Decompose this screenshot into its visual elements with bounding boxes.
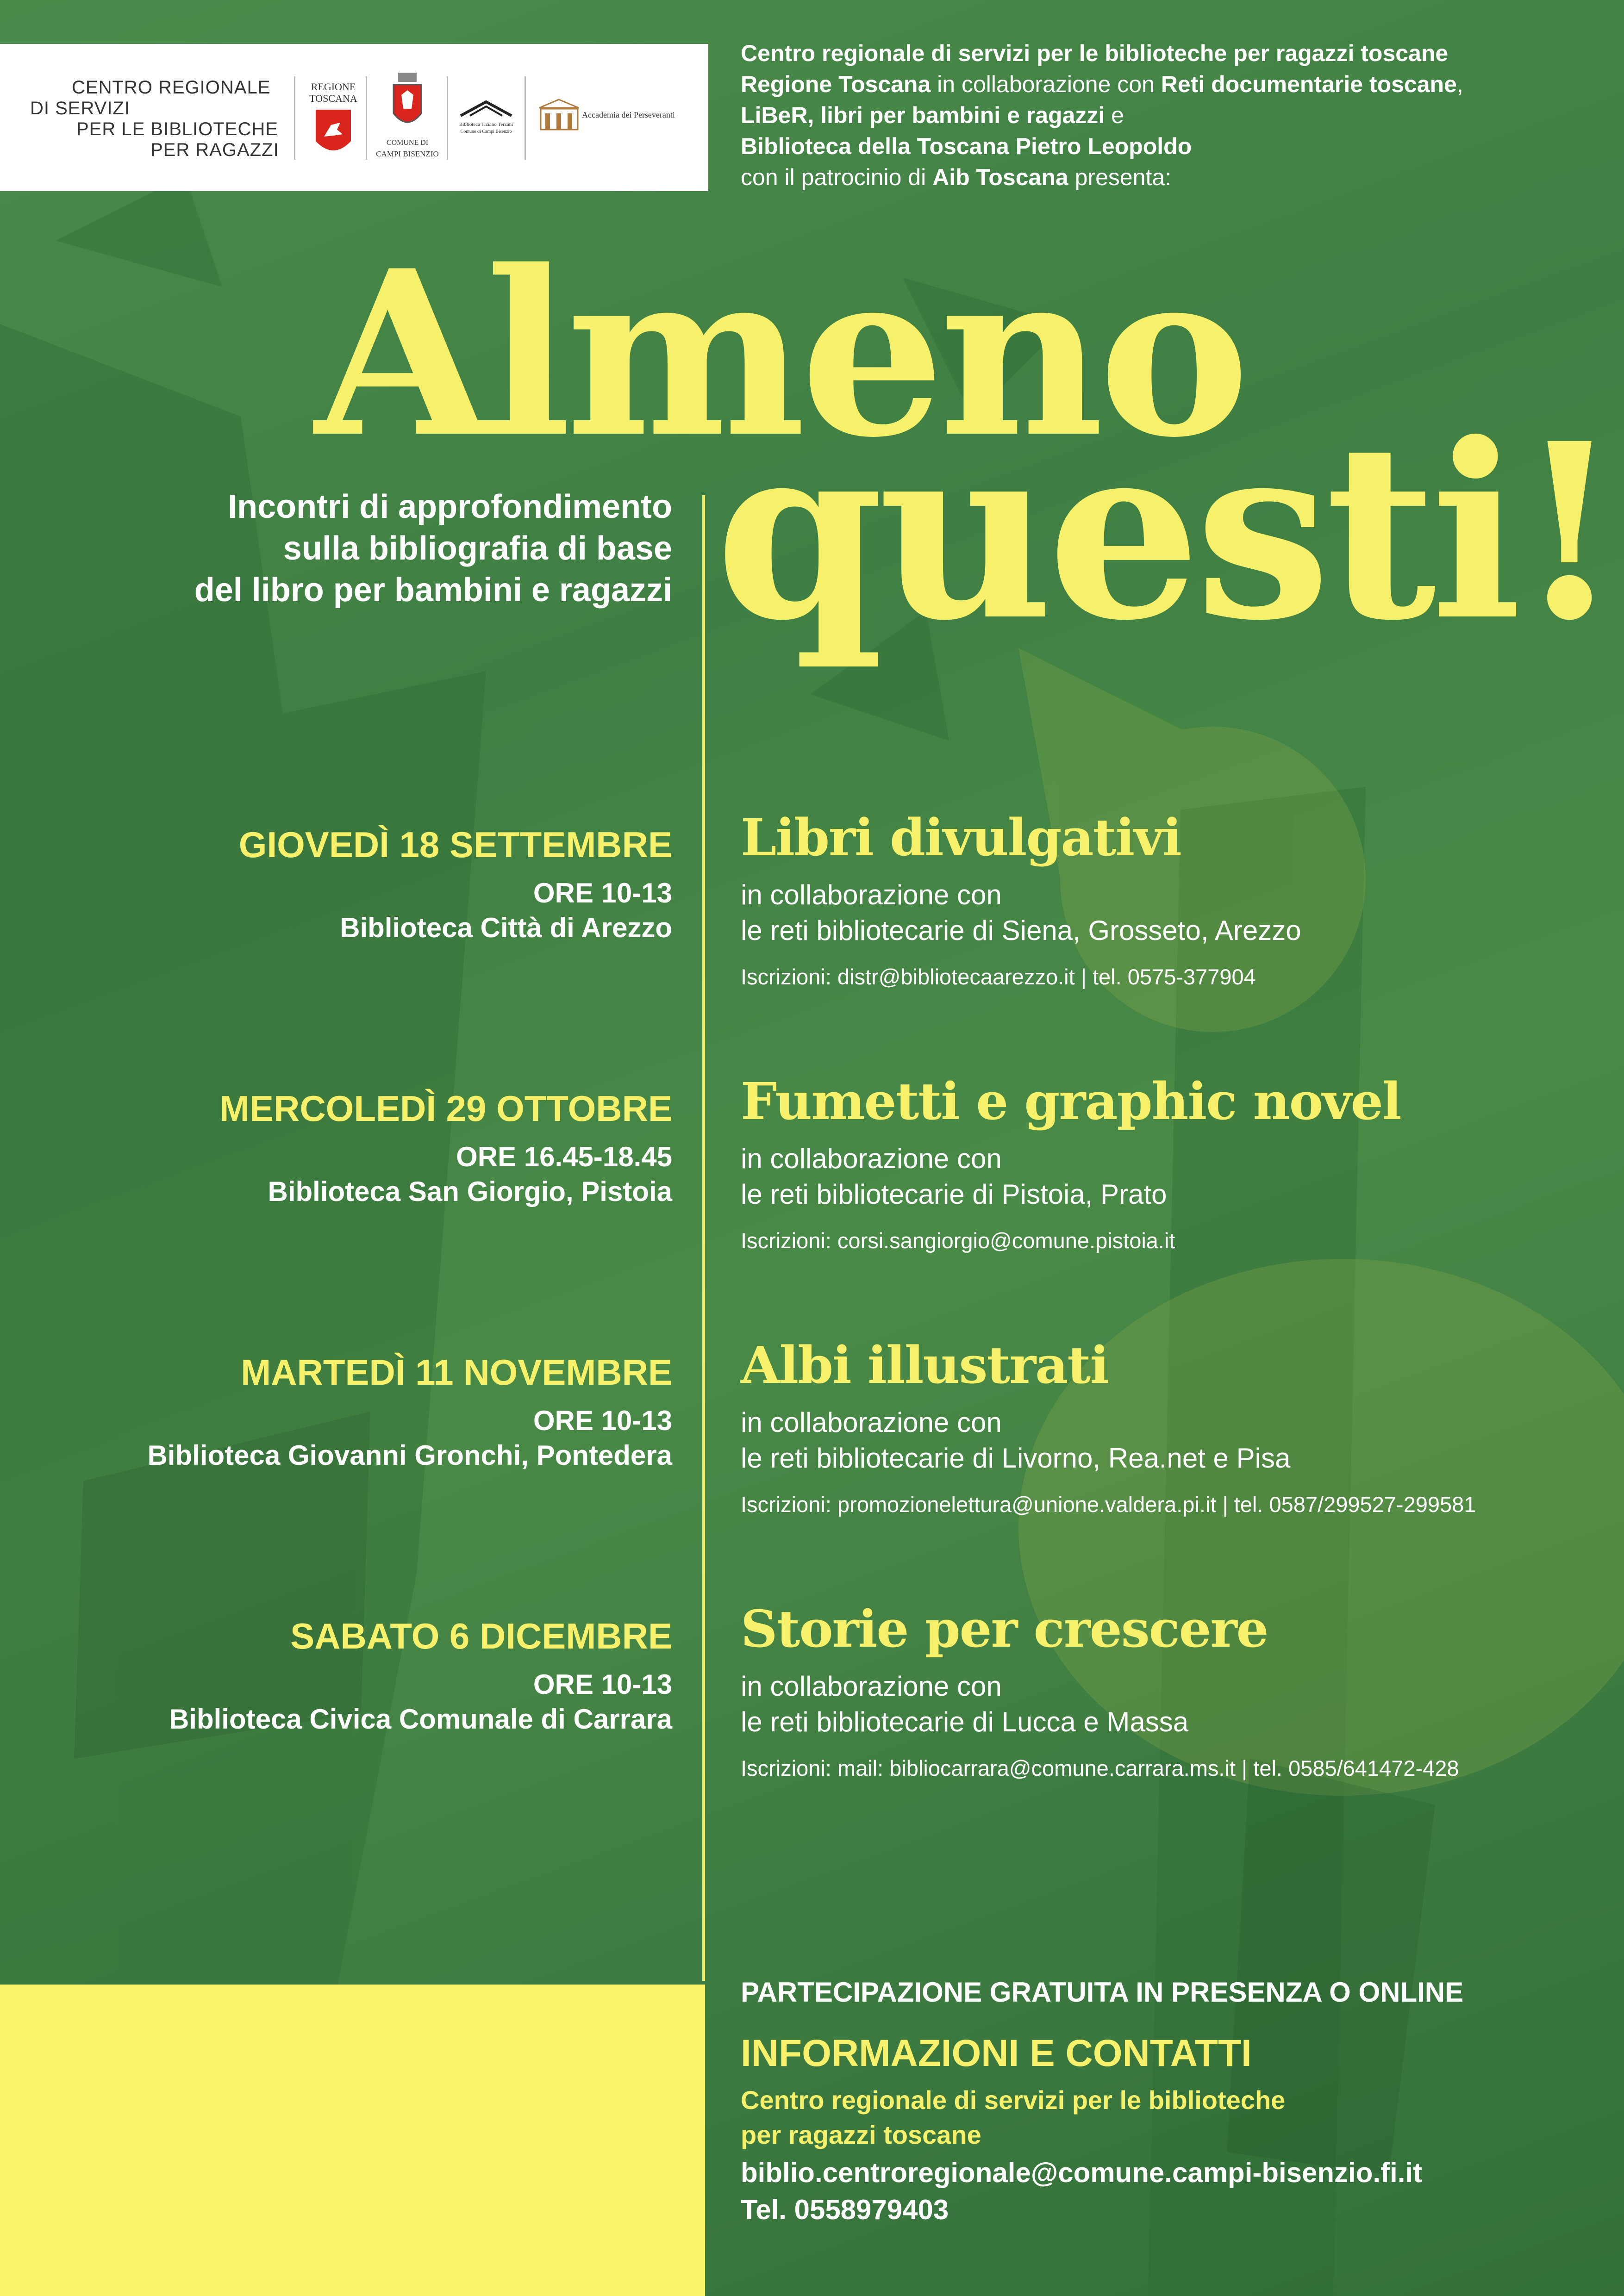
header-line: [741, 131, 1611, 162]
header-bold: Biblioteca della Toscana Pietro Leopoldo: [741, 133, 1192, 159]
event-time: ORE 10-13: [533, 877, 672, 908]
event-time: ORE 10-13: [533, 1669, 672, 1700]
event-time: ORE 10-13: [533, 1405, 672, 1436]
logo-separator: [525, 76, 526, 160]
event-date: MERCOLEDÌ 29 OTTOBRE: [219, 1088, 672, 1129]
logo-separator: [294, 76, 295, 160]
comune-campi-bisenzio-logo: [373, 44, 442, 191]
event-collab-line: le reti bibliotecarie di Livorno, Rea.net e Pisa: [741, 1443, 1291, 1474]
crsbr-logo-line: CENTRO REGIONALE: [72, 77, 271, 98]
header-bold: Centro regionale di servizi per le biblioteche per ragazzi toscane: [741, 40, 1449, 66]
event-collab-line: in collaborazione con: [741, 1671, 1002, 1702]
header-plain: e: [1105, 102, 1124, 128]
logo-strip: [0, 44, 708, 191]
info-heading: INFORMAZIONI E CONTATTI: [741, 2032, 1252, 2074]
event-date: GIOVEDÌ 18 SETTEMBRE: [238, 824, 672, 865]
crsbr-logo: [28, 44, 287, 191]
header-plain: con il patrocinio di: [741, 164, 933, 190]
contact-email[interactable]: biblio.centroregionale@comune.campi-bisenzio.fi.it: [741, 2157, 1423, 2188]
event-registration: Iscrizioni: promozionelettura@unione.valdera.pi.it | tel. 0587/299527-299581: [741, 1492, 1476, 1517]
subtitle-line: sulla bibliografia di base: [283, 530, 672, 567]
info-organization-line: per ragazzi toscane: [741, 2120, 981, 2149]
library-roof-icon: [458, 100, 514, 118]
contact-phone[interactable]: Tel. 0558979403: [741, 2194, 949, 2225]
event-collab-line: le reti bibliotecarie di Siena, Grosseto, Arezzo: [741, 915, 1301, 946]
header-plain: in collaborazione con: [931, 71, 1161, 97]
regione-toscana-label: TOSCANA: [309, 93, 357, 104]
event-collab-line: in collaborazione con: [741, 1407, 1002, 1438]
accademia-perseveranti-logo: [530, 44, 706, 191]
header-line: [741, 38, 1611, 69]
comune-label: COMUNE DI: [386, 139, 429, 147]
header-plain: ,: [1456, 71, 1463, 97]
event-place: Biblioteca Città di Arezzo: [340, 912, 672, 943]
info-organization-line: Centro regionale di servizi per le biblioteche: [741, 2085, 1286, 2115]
event-collab-line: le reti bibliotecarie di Pistoia, Prato: [741, 1179, 1167, 1210]
event-place: Biblioteca San Giorgio, Pistoia: [268, 1176, 672, 1207]
pegasus-shield-icon: [315, 109, 352, 160]
participation-note: PARTECIPAZIONE GRATUITA IN PRESENZA O ONLINE: [741, 1977, 1464, 2008]
biblioteca-label: Comune di Campi Bisenzio: [460, 129, 512, 134]
event-collab-line: le reti bibliotecarie di Lucca e Massa: [741, 1706, 1189, 1737]
header-intro: [741, 38, 1611, 193]
event-registration: Iscrizioni: distr@bibliotecaarezzo.it | tel. 0575-377904: [741, 964, 1256, 989]
header-line: [741, 100, 1611, 131]
event-place: Biblioteca Civica Comunale di Carrara: [169, 1704, 672, 1735]
subtitle-line: del libro per bambini e ragazzi: [194, 572, 672, 609]
header-bold: Aib Toscana: [932, 164, 1068, 190]
logo-separator: [366, 76, 367, 160]
header-line: [741, 69, 1611, 100]
event-title: Storie per crescere: [741, 1599, 1268, 1659]
crsbr-logo-line: DI SERVIZI: [30, 98, 130, 118]
header-plain: presenta:: [1068, 164, 1172, 190]
subtitle: [24, 486, 672, 611]
title-word-almeno: Almeno: [315, 221, 1244, 487]
event-date: SABATO 6 DICEMBRE: [290, 1616, 672, 1656]
crsbr-logo-line: PER RAGAZZI: [150, 140, 279, 160]
coat-of-arms-icon: [391, 72, 424, 132]
yellow-corner-block: [0, 1985, 705, 2296]
header-bold: LiBeR, libri per bambini e ragazzi: [741, 102, 1105, 128]
crsbr-logo-line: PER LE BIBLIOTECHE: [76, 119, 278, 139]
biblioteca-label: Biblioteca Tiziano Terzani: [459, 122, 513, 127]
event-registration: Iscrizioni: corsi.sangiorgio@comune.pistoia.it: [741, 1228, 1175, 1253]
logo-separator: [447, 76, 448, 160]
event-time: ORE 16.45-18.45: [456, 1141, 672, 1172]
header-line: [741, 162, 1611, 193]
comune-label: CAMPI BISENZIO: [376, 149, 439, 158]
subtitle-line: Incontri di approfondimento: [228, 488, 672, 525]
event-collab-line: in collaborazione con: [741, 879, 1002, 910]
event-title: Libri divulgativi: [741, 808, 1181, 867]
header-bold: Reti documentarie toscane: [1161, 71, 1457, 97]
event-registration: Iscrizioni: mail: bibliocarrara@comune.carrara.ms.it | tel. 0585/641472-428: [741, 1756, 1459, 1780]
event-collab-line: in collaborazione con: [741, 1143, 1002, 1174]
event-title: Fumetti e graphic novel: [741, 1071, 1401, 1131]
theatre-facade-icon: [537, 99, 581, 131]
header-bold: Regione Toscana: [741, 71, 931, 97]
event-place: Biblioteca Giovanni Gronchi, Pontedera: [147, 1440, 672, 1471]
accademia-label: Accademia dei Perseveranti: [582, 110, 675, 119]
event-date: MARTEDÌ 11 NOVEMBRE: [241, 1352, 672, 1393]
event-title: Albi illustrati: [741, 1335, 1109, 1395]
vertical-divider: [702, 495, 705, 1981]
title-word-questi: questi!: [715, 391, 1617, 673]
biblioteca-terzani-logo: [451, 44, 521, 191]
regione-toscana-logo: [306, 44, 361, 191]
regione-toscana-label: REGIONE: [311, 81, 356, 93]
